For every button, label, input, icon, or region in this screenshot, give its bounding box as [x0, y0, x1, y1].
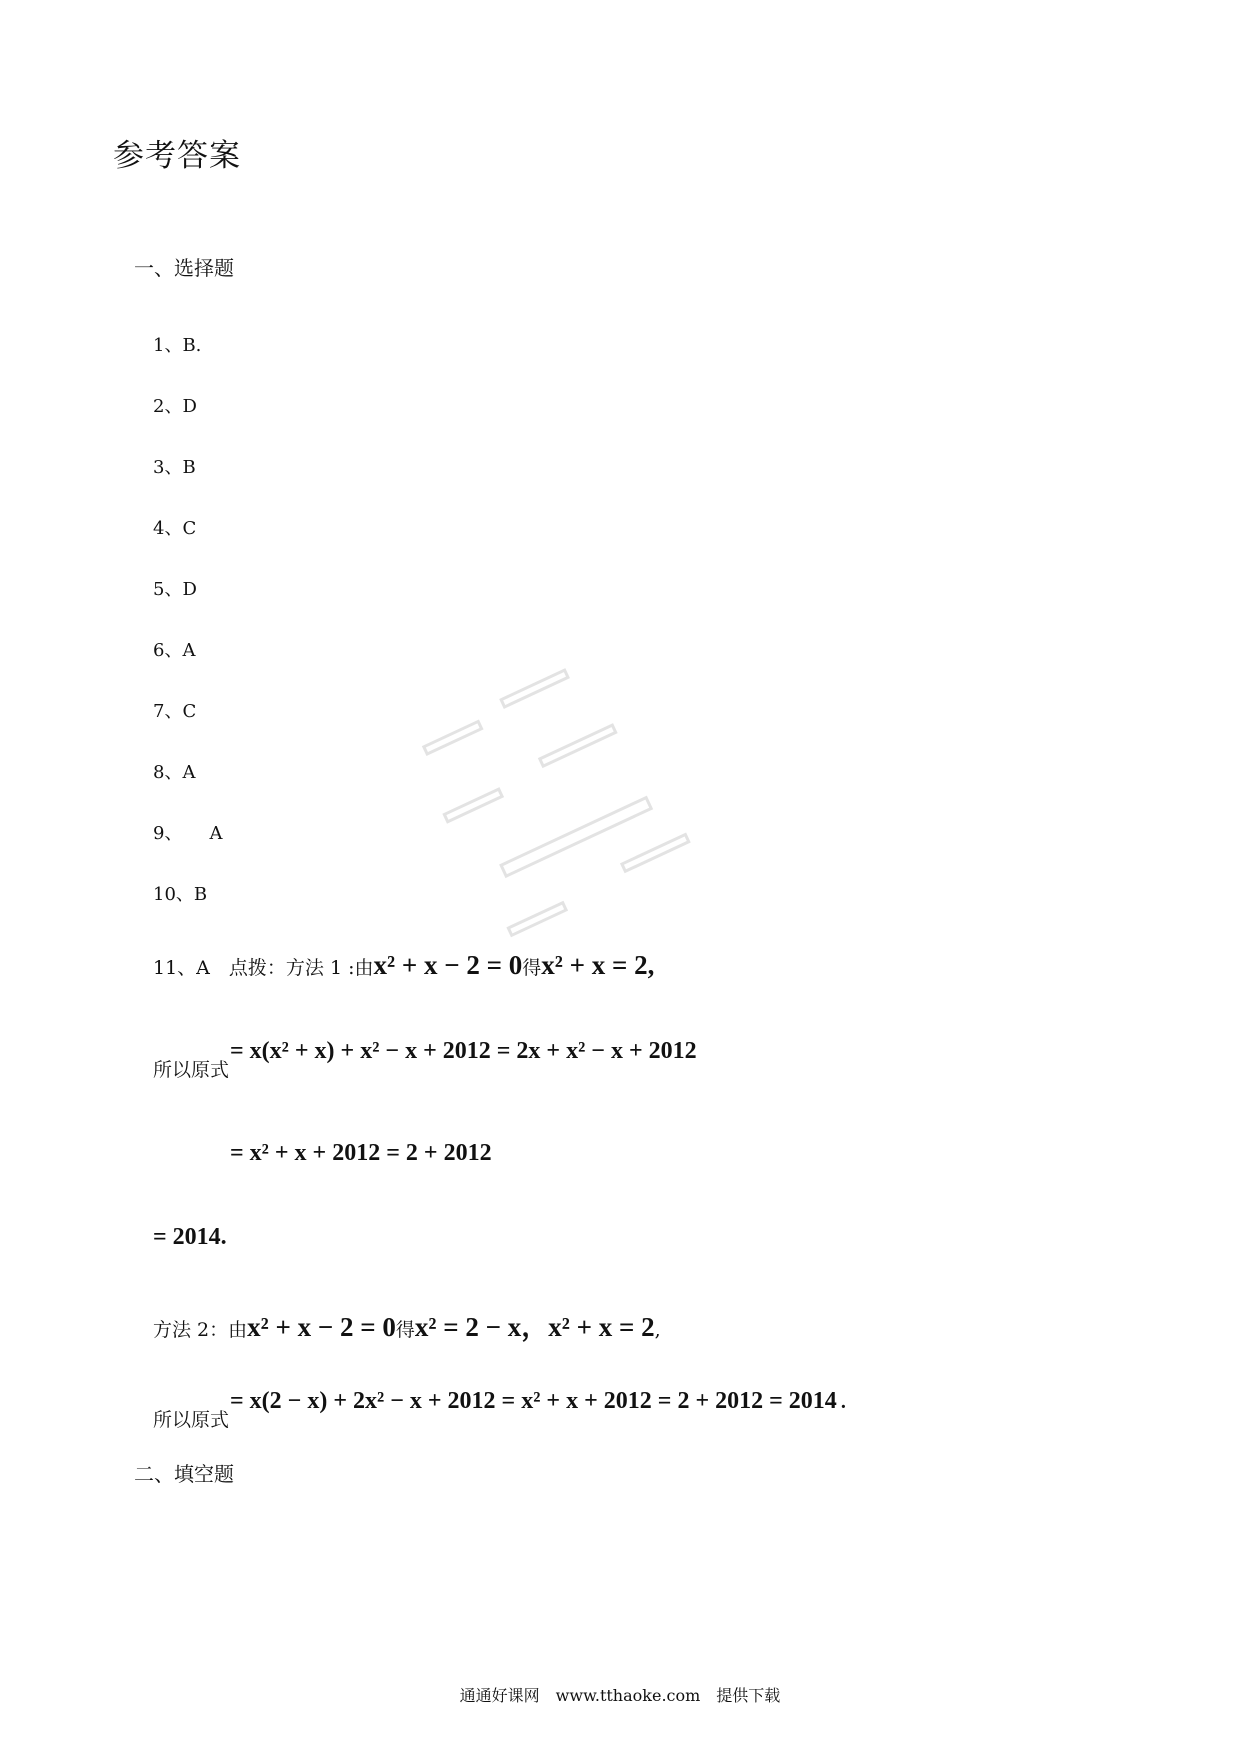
footer-text: 通通好课网 www.tthaoke.com 提供下载 — [459, 1686, 781, 1705]
method2-prefix: 方法 2：由 — [153, 1319, 248, 1341]
answer-item: 4、C — [153, 518, 197, 539]
section-heading-fill: 二、填空题 — [134, 1462, 234, 1486]
method2-equation: x² = 2 − x， — [414, 1312, 549, 1342]
answer-item: 2、D — [153, 396, 197, 417]
label-text: 所以原式 — [153, 1409, 230, 1431]
q11-prefix: 11、A 点拨：方法 1 :由 — [153, 957, 374, 979]
equation-end-period: . — [840, 1391, 846, 1413]
answer-item: 7、C — [153, 701, 197, 722]
answer-item: 9、 A — [153, 823, 223, 844]
method2-comma: , — [654, 1319, 661, 1341]
label-text: 所以原式 — [153, 1059, 230, 1081]
q11-line-1 — [153, 950, 654, 981]
q11-label-original-expression-2 — [153, 1405, 229, 1432]
answer-item: 8、A — [153, 762, 196, 783]
answer-item: 3、B — [153, 457, 196, 478]
q11-equation-line-2: = x(x² + x) + x² − x + 2012 = 2x + x² − x + 2012 — [230, 1038, 697, 1064]
section-heading-choice: 一、选择题 — [134, 256, 234, 280]
q11-equation-line-4: = 2014. — [153, 1224, 227, 1250]
method2-equation: x² + x = 2 — [548, 1312, 655, 1342]
q11-method-2 — [153, 1305, 661, 1344]
q11-equation: x² + x = 2, — [541, 950, 655, 980]
q11-de: 得 — [522, 957, 542, 979]
answer-item: 5、D — [153, 579, 197, 600]
q11-equation: x² + x − 2 = 0 — [373, 950, 523, 980]
answer-item: 1、B. — [153, 335, 202, 356]
q11-label-original-expression — [153, 1055, 229, 1082]
answer-item: 6、A — [153, 640, 196, 661]
answer-item: 10、B — [153, 884, 208, 905]
watermark-logo — [420, 660, 720, 940]
q11-equation-line-3: = x² + x + 2012 = 2 + 2012 — [230, 1140, 492, 1166]
method2-de: 得 — [395, 1319, 415, 1341]
method2-equation: x² + x − 2 = 0 — [247, 1312, 396, 1342]
q11-equation-line-6 — [230, 1388, 846, 1415]
equation-text: = x(2 − x) + 2x² − x + 2012 = x² + x + 2012 = 2 + 2012 = 2014 — [230, 1388, 837, 1414]
page-title: 参考答案 — [113, 138, 241, 174]
